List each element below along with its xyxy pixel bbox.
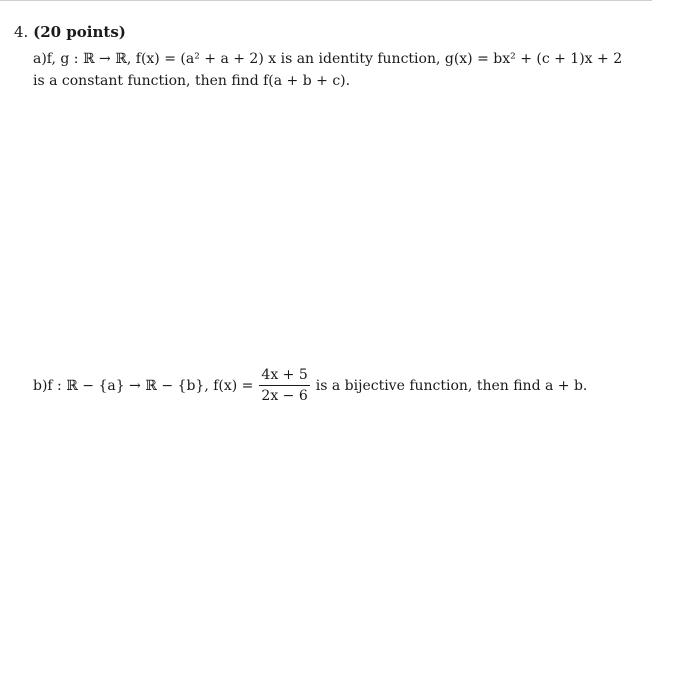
part-a-line-2: is a constant function, then find f(a + b + c). — [33, 73, 351, 89]
fraction-denominator: 2x − 6 — [261, 388, 308, 404]
fraction — [259, 366, 309, 405]
part-a-line-1: a)f, g : ℝ → ℝ, f(x) = (a² + a + 2) x is an identity function, g(x) = bx² + (c + 1)x + 2 — [33, 51, 623, 67]
problem-points: (20 points) — [33, 23, 126, 41]
problem-header — [14, 22, 126, 42]
fraction-numerator: 4x + 5 — [259, 366, 309, 386]
part-a — [33, 48, 658, 92]
part-b-lead: b)f : ℝ − {a} → ℝ − {b}, f(x) = — [33, 377, 254, 394]
part-b-tail: is a bijective function, then find a + b. — [315, 377, 588, 394]
top-divider — [0, 0, 652, 1]
problem-number: 4. — [14, 23, 29, 41]
part-b — [33, 366, 587, 405]
